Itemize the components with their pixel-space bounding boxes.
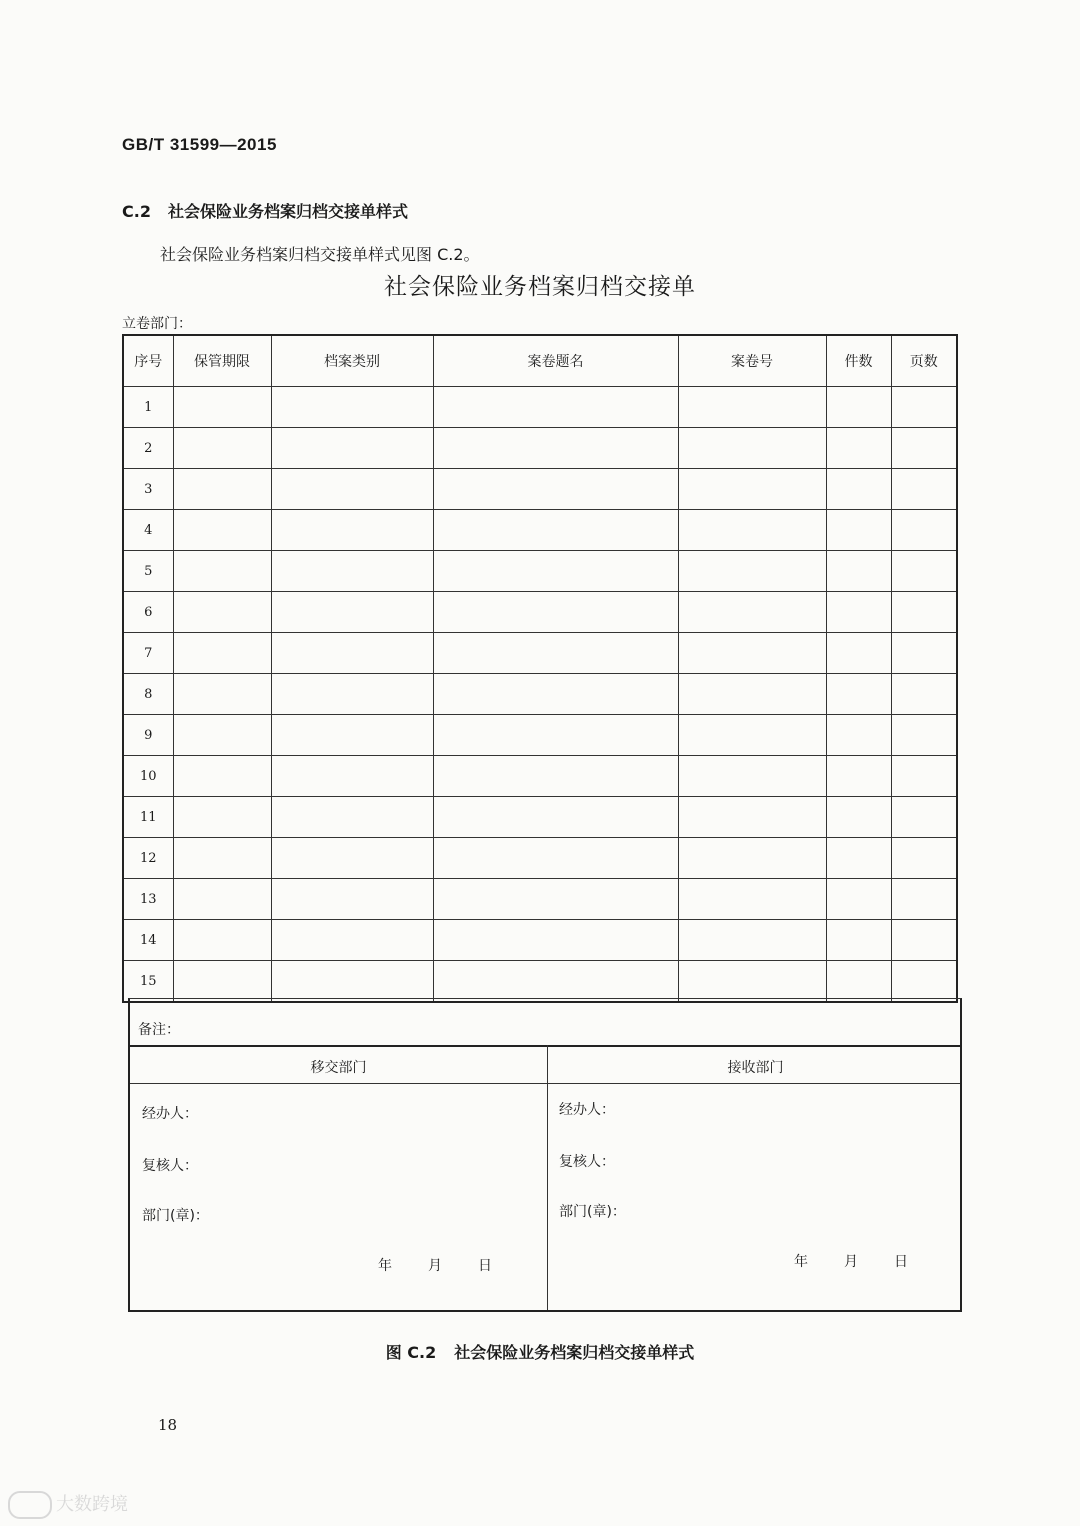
table-cell [891,838,957,879]
transfer-date [378,1255,528,1275]
table-cell [678,715,826,756]
receive-date [794,1251,944,1271]
table-cell [891,674,957,715]
month-label: 月 [428,1258,442,1274]
table-cell [271,797,433,838]
table-cell [826,879,891,920]
row-number: 15 [123,961,173,1003]
watermark-logo-icon [8,1491,52,1519]
table-cell [173,387,271,428]
table-cell [678,961,826,1003]
table-row [123,838,957,879]
table-cell [271,387,433,428]
section-heading [122,199,408,222]
table-cell [678,674,826,715]
table-cell [173,592,271,633]
section-title: 社会保险业务档案归档交接单样式 [168,202,409,221]
table-row [123,756,957,797]
row-number: 3 [123,469,173,510]
intro-text: 社会保险业务档案归档交接单样式见图 C.2。 [160,245,480,264]
table-cell [891,428,957,469]
row-number: 11 [123,797,173,838]
table-cell [826,633,891,674]
table-row [123,715,957,756]
year-label: 年 [378,1258,392,1274]
table-cell [271,838,433,879]
row-number: 12 [123,838,173,879]
table-cell [678,510,826,551]
table-cell [826,674,891,715]
table-cell [826,469,891,510]
table-row [123,797,957,838]
table-cell [678,797,826,838]
table-cell [271,428,433,469]
table-cell [433,633,678,674]
table-cell [433,961,678,1003]
table-cell [891,715,957,756]
table-cell [271,674,433,715]
table-cell [271,756,433,797]
col-header-file-title: 案卷题名 [433,335,678,387]
table-row [123,961,957,1003]
page-number: 18 [158,1416,178,1434]
table-row [123,592,957,633]
table-cell [173,633,271,674]
row-number: 4 [123,510,173,551]
table-cell [271,920,433,961]
table-row [123,551,957,592]
table-cell [826,715,891,756]
remarks-label: 备注： [138,1022,180,1038]
col-header-seq: 序号 [123,335,173,387]
handover-table [122,334,958,1003]
table-cell [433,797,678,838]
table-cell [826,838,891,879]
day-label: 日 [894,1254,908,1270]
table-cell [433,715,678,756]
row-number: 9 [123,715,173,756]
figure-caption [0,1340,1080,1363]
table-cell [891,469,957,510]
table-cell [826,961,891,1003]
table-cell [891,961,957,1003]
table-cell [173,756,271,797]
table-cell [433,469,678,510]
row-number: 2 [123,428,173,469]
standard-code: GB/T 31599—2015 [122,135,277,154]
table-cell [173,961,271,1003]
table-cell [891,797,957,838]
figure-title: 社会保险业务档案归档交接单样式 [454,1343,695,1362]
filing-dept-label: 立卷部门： [122,316,192,332]
table-cell [271,633,433,674]
table-cell [433,592,678,633]
table-cell [678,387,826,428]
receive-handler-label: 经办人： [559,1102,615,1118]
row-number: 5 [123,551,173,592]
table-cell [678,428,826,469]
table-cell [678,879,826,920]
table-cell [678,551,826,592]
form-title: 社会保险业务档案归档交接单 [384,274,696,300]
table-cell [173,920,271,961]
transfer-dept-heading: 移交部门 [310,1060,367,1076]
receive-dept-heading: 接收部门 [727,1060,784,1076]
table-cell [433,920,678,961]
table-cell [891,920,957,961]
table-cell [826,592,891,633]
receive-seal-label: 部门(章)： [559,1204,626,1220]
table-header-row [123,335,957,387]
table-cell [678,633,826,674]
table-cell [891,879,957,920]
receive-reviewer-label: 复核人： [559,1154,615,1170]
transfer-reviewer-label: 复核人： [142,1158,198,1174]
col-header-item-count: 件数 [826,335,891,387]
table-row [123,428,957,469]
table-cell [433,879,678,920]
row-number: 6 [123,592,173,633]
table-cell [271,879,433,920]
watermark-text: 大数跨境 [56,1494,128,1515]
table-cell [271,592,433,633]
table-cell [433,428,678,469]
table-cell [173,715,271,756]
table-cell [826,756,891,797]
table-cell [891,592,957,633]
table-cell [826,797,891,838]
watermark [8,1490,128,1519]
table-row [123,674,957,715]
year-label: 年 [794,1254,808,1270]
table-cell [173,674,271,715]
month-label: 月 [844,1254,858,1270]
row-number: 1 [123,387,173,428]
table-row [123,920,957,961]
col-header-page-count: 页数 [891,335,957,387]
day-label: 日 [478,1258,492,1274]
table-cell [891,551,957,592]
table-cell [891,510,957,551]
table-cell [433,387,678,428]
table-cell [433,674,678,715]
table-cell [173,797,271,838]
row-number: 8 [123,674,173,715]
row-number: 10 [123,756,173,797]
table-cell [433,838,678,879]
table-cell [678,469,826,510]
table-cell [433,510,678,551]
table-cell [433,551,678,592]
table-cell [891,633,957,674]
table-cell [891,756,957,797]
section-number: C.2 [122,202,151,221]
table-cell [173,551,271,592]
table-cell [271,961,433,1003]
col-header-file-number: 案卷号 [678,335,826,387]
table-row [123,633,957,674]
table-row [123,469,957,510]
table-row [123,510,957,551]
divider [130,1083,960,1084]
table-cell [678,756,826,797]
table-cell [826,428,891,469]
table-cell [678,838,826,879]
table-cell [173,510,271,551]
row-number: 14 [123,920,173,961]
table-cell [826,920,891,961]
table-cell [271,510,433,551]
transfer-seal-label: 部门(章)： [142,1208,209,1224]
divider [130,1045,960,1047]
table-row [123,879,957,920]
table-cell [173,469,271,510]
table-cell [173,428,271,469]
col-header-retention: 保管期限 [173,335,271,387]
table-cell [271,469,433,510]
table-cell [271,551,433,592]
col-header-category: 档案类别 [271,335,433,387]
table-cell [826,551,891,592]
transfer-handler-label: 经办人： [142,1106,198,1122]
table-cell [433,756,678,797]
divider [547,1045,548,1310]
signoff-section [128,998,962,1312]
table-cell [173,838,271,879]
table-cell [891,387,957,428]
figure-label: 图 C.2 [385,1343,437,1362]
table-cell [271,715,433,756]
table-cell [678,592,826,633]
table-row [123,387,957,428]
table-cell [826,387,891,428]
table-cell [826,510,891,551]
table-cell [678,920,826,961]
table-cell [173,879,271,920]
row-number: 13 [123,879,173,920]
row-number: 7 [123,633,173,674]
